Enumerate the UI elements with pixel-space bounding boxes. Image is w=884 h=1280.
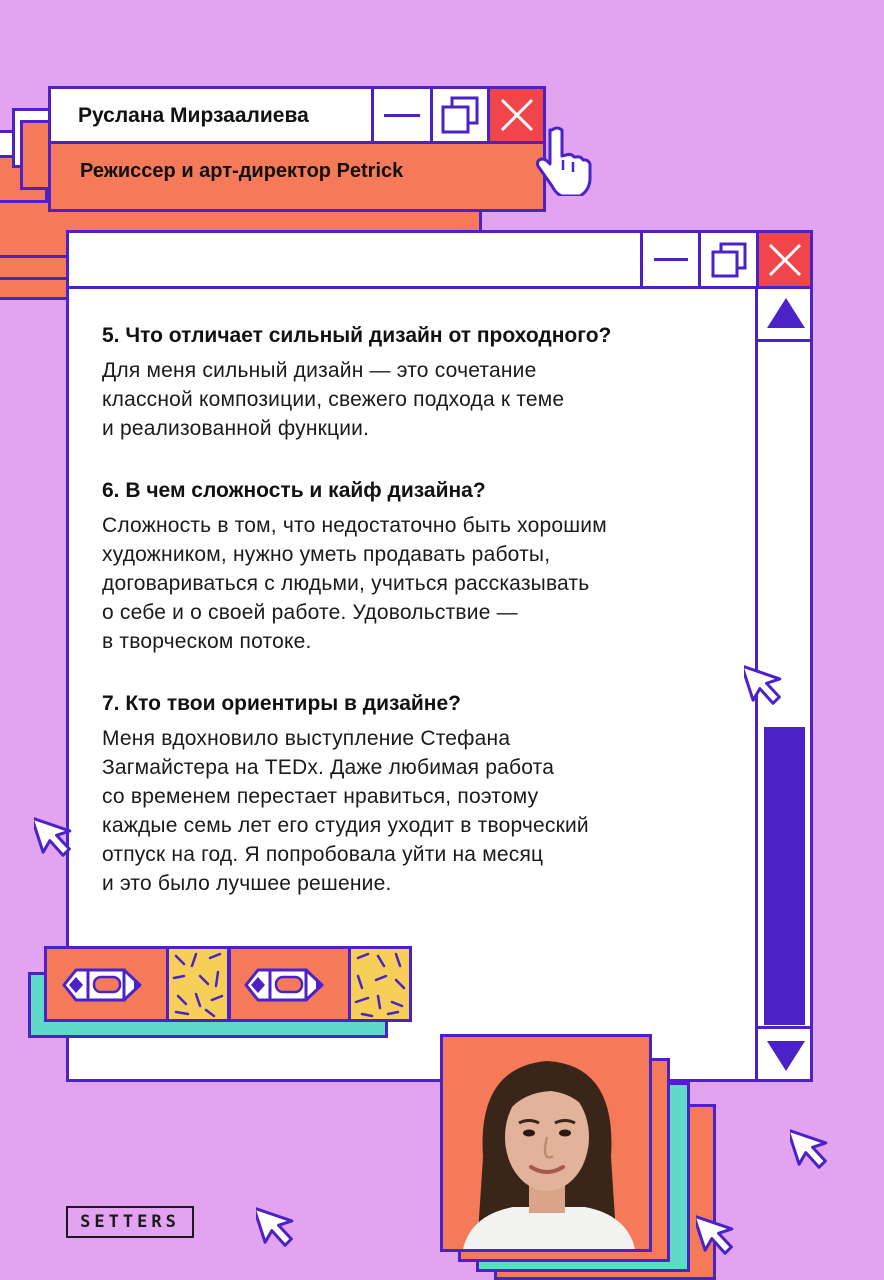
qa-block-7 xyxy=(102,690,742,898)
maximize-icon xyxy=(441,96,479,134)
minimize-icon xyxy=(654,258,688,261)
close-icon xyxy=(767,242,803,278)
question-6: 6. В чем сложность и кайф дизайна? xyxy=(102,479,486,502)
setters-logo: SETTERS xyxy=(66,1206,194,1238)
arrow-cursor-icon xyxy=(34,808,82,862)
scroll-up-icon xyxy=(765,296,807,330)
answer-line: договариваться с людьми, учиться рассказывать xyxy=(102,572,590,595)
pattern-tile xyxy=(166,946,230,1022)
maximize-icon xyxy=(711,242,747,278)
arrow-cursor-icon xyxy=(744,656,792,710)
pencil-widget-divider xyxy=(228,946,231,1022)
answer-line: классной композиции, свежего подхода к теме xyxy=(102,388,565,411)
profile-maximize-button[interactable] xyxy=(430,86,490,144)
scroll-down-icon xyxy=(765,1039,807,1073)
arrow-cursor-icon xyxy=(790,1120,838,1174)
photo-window xyxy=(440,1034,652,1252)
answer-line: о себе и о своей работе. Удовольствие — xyxy=(102,601,518,624)
answer-line: и реализованной функции. xyxy=(102,417,370,440)
answer-line: Меня вдохновило выступление Стефана xyxy=(102,727,511,750)
scroll-down-button[interactable] xyxy=(755,1026,813,1082)
answer-line: в творческом потоке. xyxy=(102,630,312,653)
pencil-icon xyxy=(242,964,338,1006)
answer-line: со временем перестает нравиться, поэтому xyxy=(102,785,539,808)
answer-line: Для меня сильный дизайн — это сочетание xyxy=(102,359,537,382)
close-button[interactable] xyxy=(756,230,813,289)
qa-content xyxy=(102,322,742,932)
answer-line: Сложность в том, что недостаточно быть хорошим xyxy=(102,514,607,537)
hand-pointer-icon xyxy=(530,124,592,196)
qa-block-5 xyxy=(102,322,742,443)
minimize-icon xyxy=(384,114,420,117)
question-5: 5. Что отличает сильный дизайн от проходного? xyxy=(102,324,612,347)
answer-line: отпуск на год. Я попробовала уйти на месяц xyxy=(102,843,544,866)
answer-line: и это было лучшее решение. xyxy=(102,872,392,895)
pattern-tile xyxy=(348,946,412,1022)
avatar xyxy=(443,1037,649,1249)
arrow-cursor-icon xyxy=(256,1198,304,1252)
question-7: 7. Кто твои ориентиры в дизайне? xyxy=(102,692,461,715)
scrollbar-thumb[interactable] xyxy=(764,727,805,1025)
pencil-icon xyxy=(60,964,156,1006)
qa-block-6 xyxy=(102,477,742,656)
arrow-cursor-icon xyxy=(696,1206,744,1260)
answer-5 xyxy=(102,356,742,443)
profile-role: Режиссер и арт-директор Petrick xyxy=(80,160,404,182)
answer-line: художником, нужно уметь продавать работы, xyxy=(102,543,551,566)
answer-line: каждые семь лет его студия уходит в творческий xyxy=(102,814,589,837)
maximize-button[interactable] xyxy=(698,230,759,289)
minimize-button[interactable] xyxy=(640,230,701,289)
answer-line: Загмайстера на TEDx. Даже любимая работа xyxy=(102,756,555,779)
answer-6 xyxy=(102,511,742,656)
profile-minimize-button[interactable] xyxy=(371,86,433,144)
profile-name: Руслана Мирзаалиева xyxy=(78,104,309,127)
answer-7 xyxy=(102,724,742,898)
scroll-up-button[interactable] xyxy=(755,286,813,342)
